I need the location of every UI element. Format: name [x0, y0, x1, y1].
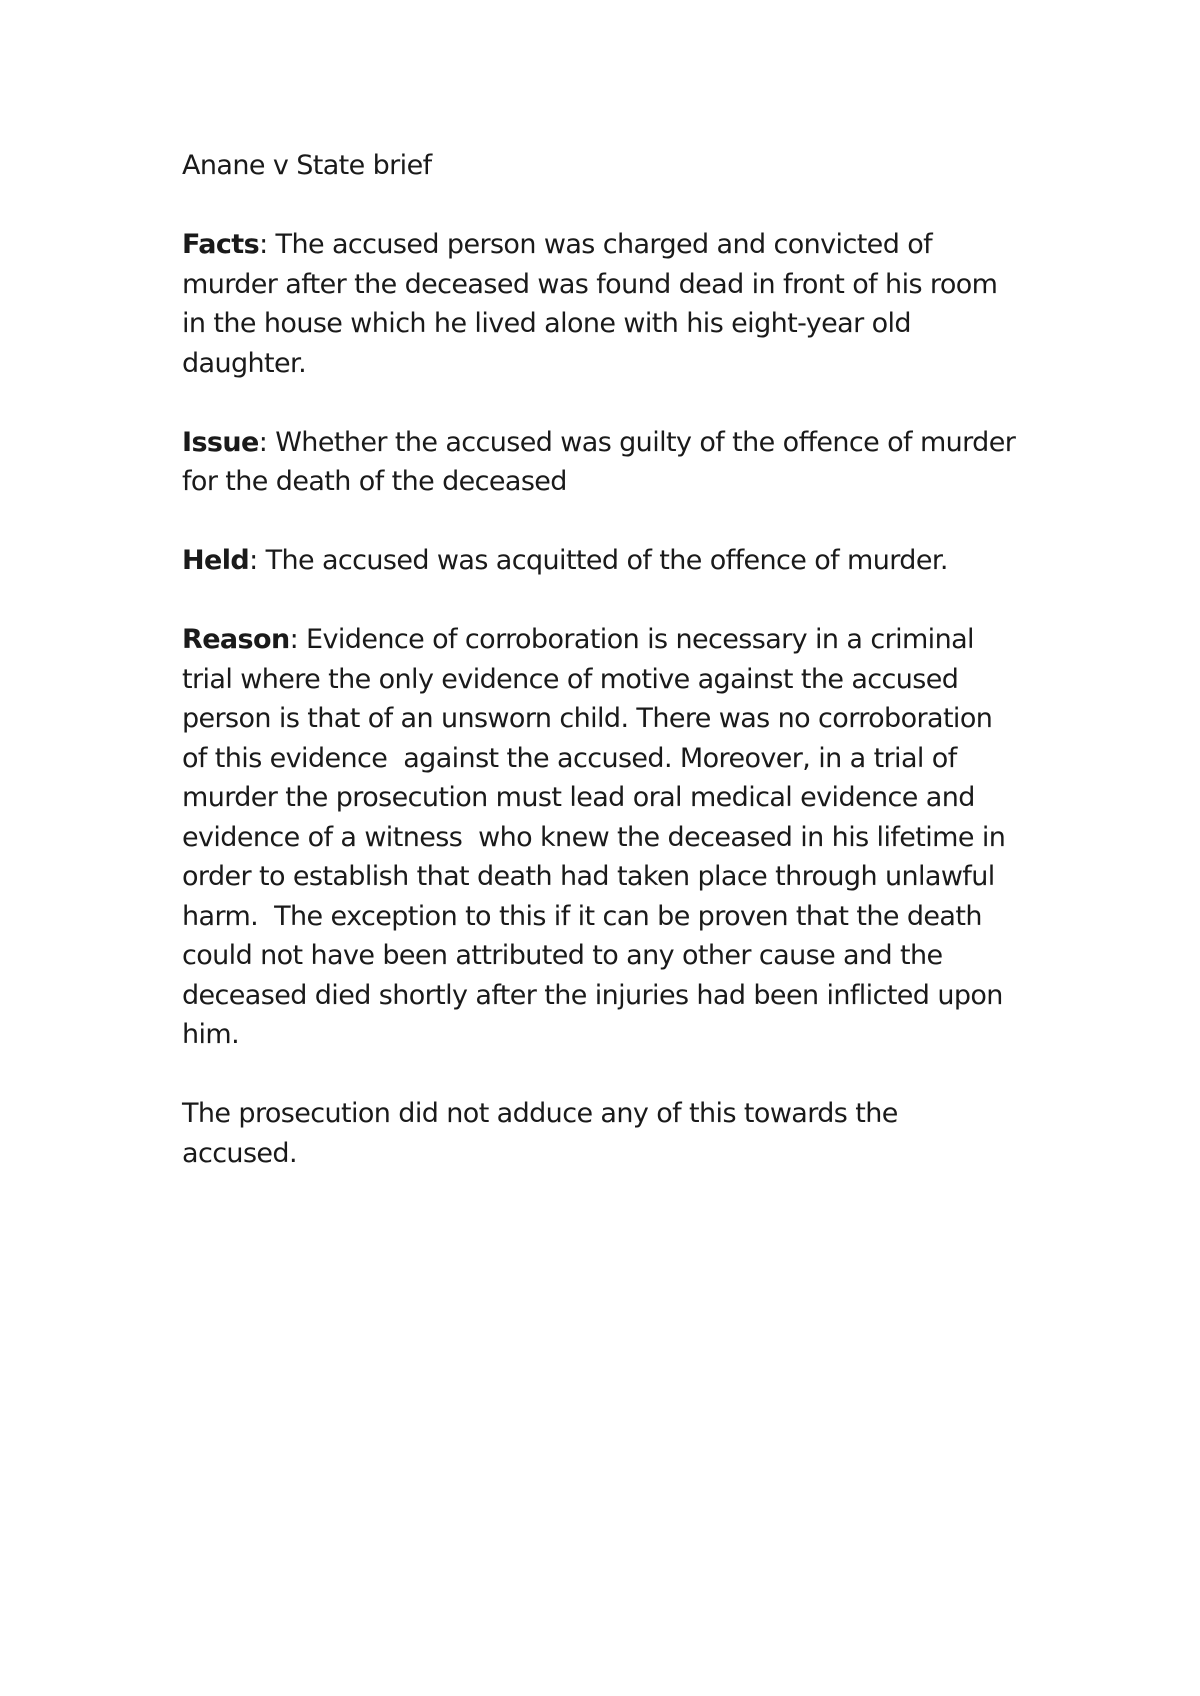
reason-line: him. [182, 1019, 240, 1050]
reason-line: evidence of a witness who knew the deceased in his lifetime in [182, 821, 1006, 853]
reason-line: person is that of an unsworn child. There was no corroboration [182, 703, 993, 734]
facts-line [182, 225, 1042, 265]
held-label: Held [182, 545, 250, 576]
reason-label: Reason [182, 624, 290, 655]
paragraph-gap [182, 1055, 1042, 1095]
facts-label: Facts [182, 229, 260, 260]
facts-text: : The accused person was charged and convicted of [259, 229, 933, 260]
reason-paragraph [182, 620, 1042, 1055]
reason-line: deceased died shortly after the injuries had been inflicted upon [182, 979, 1003, 1011]
reason-line: harm. The exception to this if it can be proven that the death [182, 900, 982, 932]
facts-line: murder after the deceased was found dead in front of his room [182, 268, 998, 300]
facts-line: in the house which he lived alone with his eight-year old [182, 308, 911, 339]
held-text: : The accused was acquitted of the offence of murder. [249, 545, 948, 576]
reason-line: could not have been attributed to any other cause and the [182, 940, 943, 971]
paragraph-gap [182, 383, 1042, 423]
document-body [182, 146, 1042, 1173]
reason-line [182, 620, 1042, 660]
closing-line: accused. [182, 1137, 297, 1169]
closing-paragraph [182, 1094, 1042, 1173]
facts-paragraph [182, 225, 1042, 383]
paragraph-gap [182, 186, 1042, 226]
paragraph-gap [182, 502, 1042, 542]
issue-line: for the death of the deceased [182, 466, 567, 497]
closing-line: The prosecution did not adduce any of this towards the [182, 1098, 898, 1129]
reason-line: trial where the only evidence of motive against the accused [182, 663, 959, 695]
document-title: Anane v State brief [182, 150, 432, 181]
reason-line: murder the prosecution must lead oral medical evidence and [182, 782, 975, 813]
reason-line: of this evidence against the accused. Moreover, in a trial of [182, 742, 957, 774]
issue-line [182, 423, 1042, 463]
issue-label: Issue [182, 426, 259, 458]
paragraph-gap [182, 581, 1042, 621]
issue-paragraph [182, 423, 1042, 502]
facts-line: daughter. [182, 347, 307, 379]
reason-line: order to establish that death had taken place through unlawful [182, 861, 995, 892]
reason-text: : Evidence of corroboration is necessary in a criminal [289, 624, 974, 655]
issue-text: : Whether the accused was guilty of the offence of murder [258, 426, 1016, 458]
held-paragraph [182, 541, 1042, 581]
held-line [182, 541, 1042, 581]
